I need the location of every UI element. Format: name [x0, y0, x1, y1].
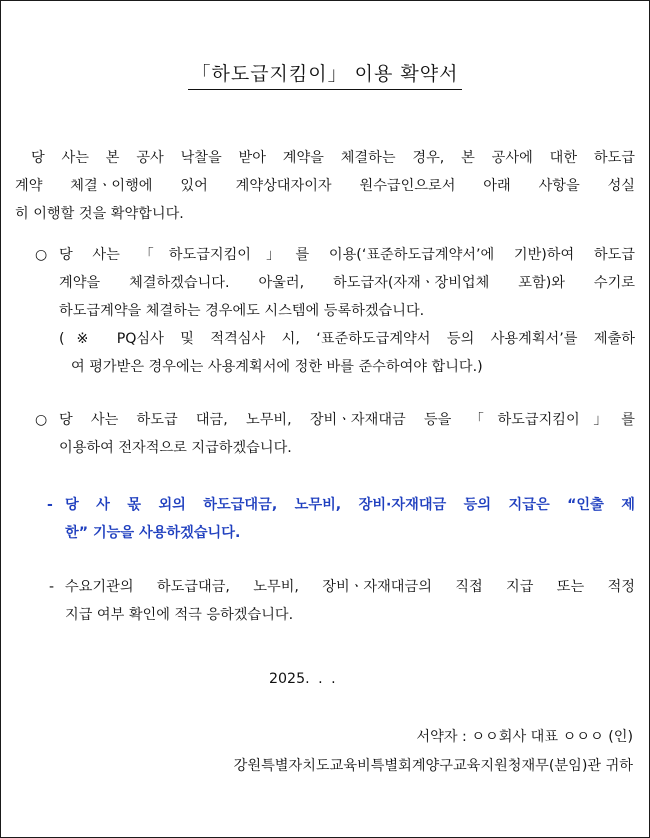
item4-line-1: 수요기관의 하도급대금, 노무비, 장비ㆍ자재대금의 직접 지급 또는 적정	[65, 579, 635, 595]
item1-note-line-1: (※ PQ심사 및 적격심사 시, ‘표준하도급계약서 등의 사용계획서’를 제출하	[59, 331, 635, 347]
item2-bullet: ○	[35, 412, 48, 428]
item4-dash: -	[49, 579, 55, 595]
intro-line-2: 계약 체결ㆍ이행에 있어 계약상대자이자 원수급인으로서 아래 사항을 성실	[15, 178, 635, 194]
item1-note-line-2: 여 평가받은 경우에는 사용계획서에 정한 바를 준수하여야 합니다.)	[71, 359, 483, 375]
item1-line-2: 계약을 체결하겠습니다. 아울러, 하도급자(자재ㆍ장비업체 포함)와 수기로	[59, 275, 635, 291]
intro-line-3: 히 이행할 것을 확약합니다.	[15, 206, 184, 222]
item1-block	[59, 241, 635, 325]
addressee-line: 강원특별자치도교육비특별회계양구교육지원청재무(분임)관 귀하	[233, 758, 633, 774]
signer-line: 서약자 : ㅇㅇ회사 대표 ㅇㅇㅇ (인)	[416, 729, 633, 745]
item1-line-3: 하도급계약을 체결하는 경우에도 시스템에 등록하겠습니다.	[59, 303, 425, 319]
item3-line-1: 당 사 몫 외의 하도급대금, 노무비, 장비·자재대금 등의 지급은 “인출 제	[65, 497, 635, 513]
intro-line-1: 당 사는 본 공사 낙찰을 받아 계약을 체결하는 경우, 본 공사에 대한 하도급	[31, 150, 635, 166]
item1-note	[59, 325, 635, 381]
item2-block	[59, 406, 635, 462]
intro-paragraph	[15, 144, 635, 228]
item1-bullet: ○	[35, 247, 48, 263]
item4-line-2: 지급 여부 확인에 적극 응하겠습니다.	[65, 607, 294, 623]
item2-line-1: 당 사는 하도급 대금, 노무비, 장비ㆍ자재대금 등을 「하도급지킴이」를	[59, 412, 635, 428]
item2-line-2: 이용하여 전자적으로 지급하겠습니다.	[59, 440, 292, 456]
document-title: 「하도급지킴이」 이용 확약서	[188, 59, 463, 90]
pledge-date: 2025. . .	[269, 671, 336, 687]
item3-line-2: 한” 기능을 사용하겠습니다.	[65, 525, 241, 541]
item1-line-1: 당 사는 「하도급지킴이」를 이용(‘표준하도급계약서’에 기반)하여 하도급	[59, 247, 635, 263]
item3-dash: -	[47, 497, 53, 513]
item3-block	[65, 491, 635, 547]
document-title-wrap	[1, 59, 649, 90]
item4-block	[65, 573, 635, 629]
